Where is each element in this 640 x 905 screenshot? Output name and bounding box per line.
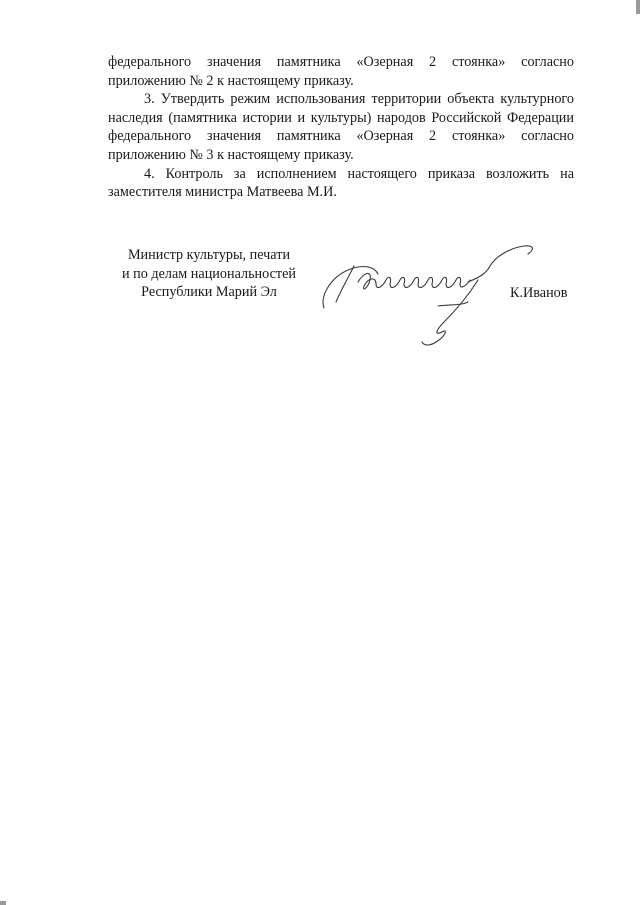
signer-title-line-2: и по делам национальностей <box>122 265 296 282</box>
signer-title <box>104 246 314 302</box>
paragraph-item-4: 4. Контроль за исполнением настоящего приказа возложить на заместителя министра Матвеева М.И. <box>108 165 574 201</box>
signature-block <box>0 0 640 360</box>
signer-title-line-1: Министр культуры, печати <box>127 247 291 263</box>
paragraph-item-3: 3. Утвердить режим использования территории объекта культурного наследия (памятника истории и культуры) народов Российской Федерации федерального значения памятника «Озерная 2 стоянка» согласно приложению № 3 к настоящему приказу. <box>108 91 574 163</box>
signer-name: К.Иванов <box>510 285 568 301</box>
scan-edge-mark-top <box>636 0 640 14</box>
signer-title-line-3: Республики Марий Эл <box>141 284 277 301</box>
scan-edge-mark-bottom <box>0 901 6 905</box>
paragraph-continuation: федерального значения памятника «Озерная 2 стоянка» согласно приложению № 2 к настоящему приказу. <box>108 54 574 89</box>
